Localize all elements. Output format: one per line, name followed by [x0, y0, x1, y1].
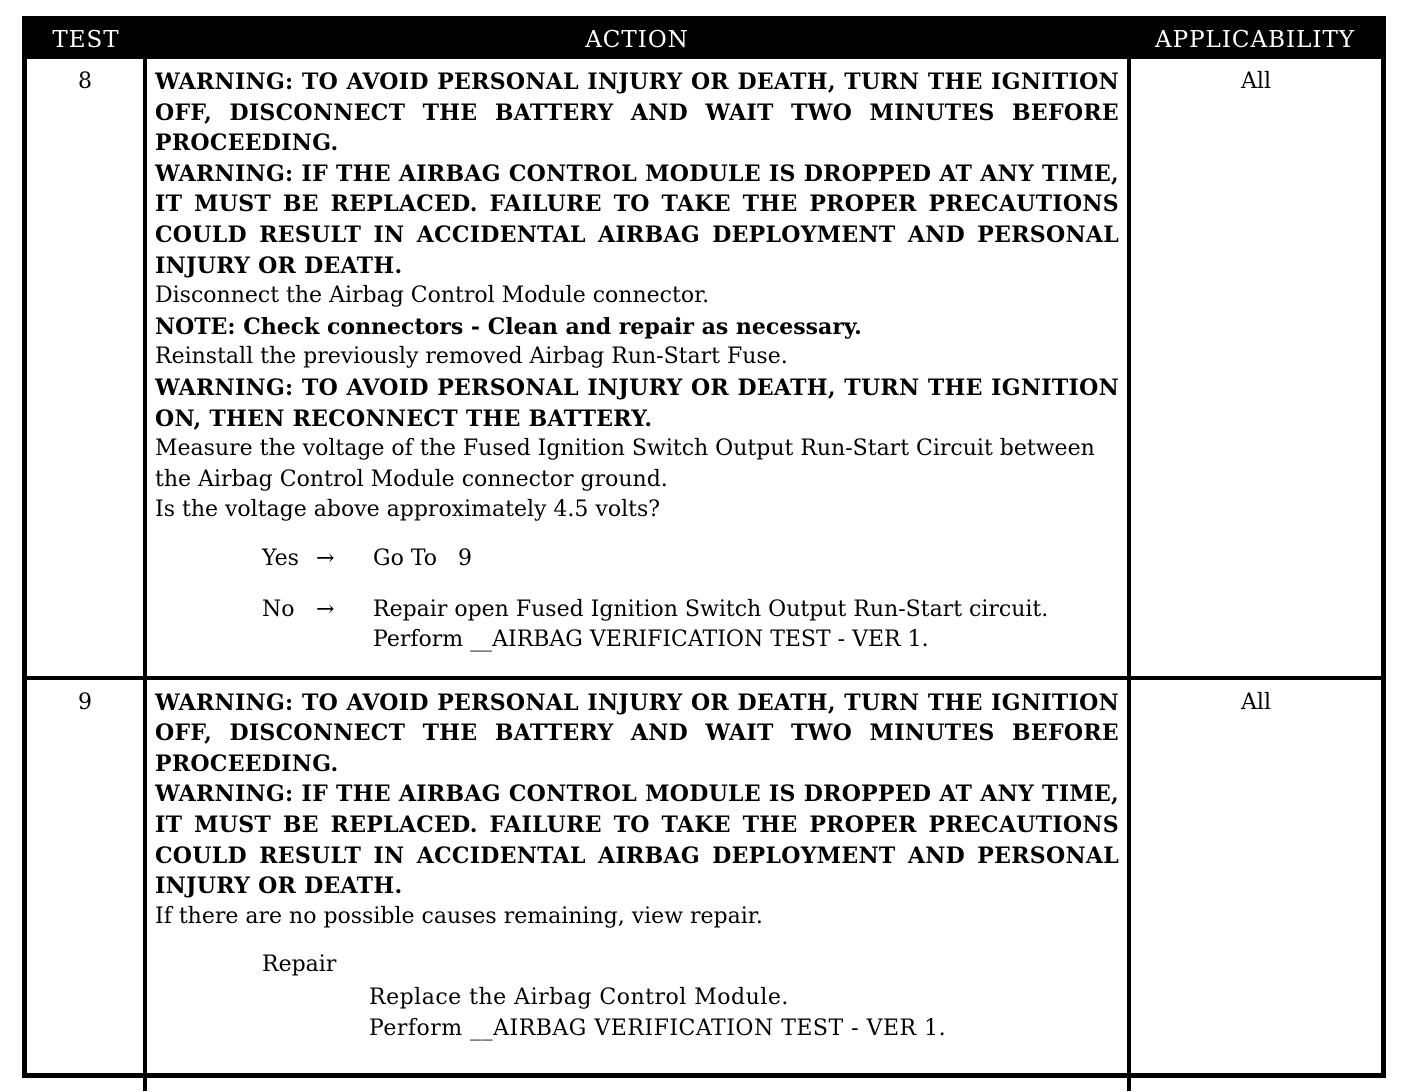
applicability-value: All: [1129, 678, 1381, 1091]
applicability-value: All: [1129, 59, 1381, 678]
warning-text: WARNING: TO AVOID PERSONAL INJURY OR DEATH, TURN THE IGNITION OFF, DISCONNECT THE BATTERY AND WAIT TWO MINUTES BEFORE PROCEEDING.: [155, 69, 1119, 157]
step-text: Disconnect the Airbag Control Module connector.: [155, 283, 710, 309]
warning-text: WARNING: TO AVOID PERSONAL INJURY OR DEATH, TURN THE IGNITION ON, THEN RECONNECT THE BATTERY.: [155, 374, 1119, 432]
action-cell: [145, 59, 1129, 678]
step-text: Reinstall the previously removed Airbag Run-Start Fuse.: [155, 344, 788, 370]
test-number: 9: [27, 678, 145, 1091]
header-applicability: APPLICABILITY: [1129, 21, 1381, 59]
header-test: TEST: [27, 21, 145, 59]
action-cell: [145, 678, 1129, 1091]
step-text: If there are no possible causes remaining, view repair.: [155, 903, 763, 929]
option-no-action: [373, 595, 1119, 656]
test-number: 8: [27, 59, 145, 678]
question-text: Is the voltage above approximately 4.5 volts?: [155, 497, 661, 523]
repair-label: Repair: [262, 952, 337, 978]
arrow-right-icon: →: [316, 596, 335, 622]
warning-text: WARNING: IF THE AIRBAG CONTROL MODULE IS DROPPED AT ANY TIME, IT MUST BE REPLACED. FAILURE TO TAKE THE PROPER PRECAUTIONS COULD RESULT IN ACCIDENTAL AIRBAG DEPLOYMENT AND PERSONAL INJURY OR DEATH.: [155, 781, 1119, 900]
option-no-action-line: Repair open Fused Ignition Switch Output Run-Start circuit.: [373, 596, 1049, 622]
option-no-action-line: Perform __AIRBAG VERIFICATION TEST - VER 1.: [373, 627, 929, 653]
option-no-label: No: [262, 596, 295, 622]
option-yes-label: Yes: [262, 545, 299, 571]
table-header-row: [27, 21, 1381, 59]
repair-instructions: [262, 983, 1119, 1044]
diagnostic-test-table-frame: [22, 16, 1386, 1078]
note-text: NOTE: Check connectors - Clean and repair as necessary.: [155, 313, 862, 340]
answer-options: [155, 544, 1119, 656]
arrow-right-icon: →: [316, 545, 335, 571]
option-no: [155, 595, 1119, 656]
option-yes: [155, 544, 1119, 575]
table-row: [27, 59, 1381, 678]
repair-block: [155, 950, 1119, 1044]
repair-line: Perform __AIRBAG VERIFICATION TEST - VER 1.: [369, 1015, 947, 1041]
step-text: Measure the voltage of the Fused Ignition Switch Output Run-Start Circuit between the Airbag Control Module connector ground.: [155, 436, 1095, 492]
table-row: [27, 678, 1381, 1091]
diagnostic-test-table: [27, 21, 1381, 1091]
warning-text: WARNING: IF THE AIRBAG CONTROL MODULE IS DROPPED AT ANY TIME, IT MUST BE REPLACED. FAILURE TO TAKE THE PROPER PRECAUTIONS COULD RESULT IN ACCIDENTAL AIRBAG DEPLOYMENT AND PERSONAL INJURY OR DEATH.: [155, 160, 1119, 279]
warning-text: WARNING: TO AVOID PERSONAL INJURY OR DEATH, TURN THE IGNITION OFF, DISCONNECT THE BATTERY AND WAIT TWO MINUTES BEFORE PROCEEDING.: [155, 689, 1119, 777]
repair-line: Replace the Airbag Control Module.: [369, 985, 789, 1011]
header-action: ACTION: [145, 21, 1129, 59]
option-yes-action: Go To 9: [373, 545, 472, 571]
